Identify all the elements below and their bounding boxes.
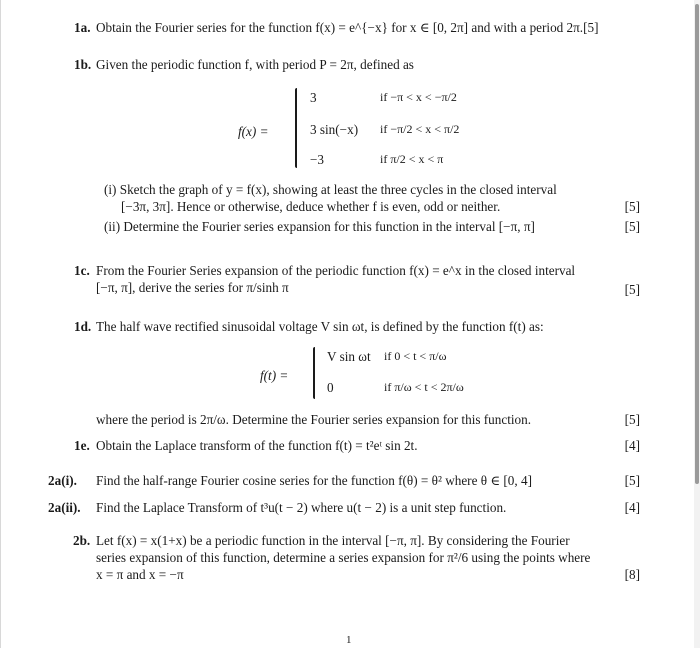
- q1b-part-ii: (ii) Determine the Fourier series expansion for this function in the interval [−π, π]: [104, 219, 535, 234]
- q1d-label: 1d.: [74, 319, 92, 334]
- vertical-scrollbar[interactable]: [694, 0, 700, 648]
- q1c-label: 1c.: [74, 263, 90, 278]
- q1b-case-value: 3: [310, 90, 317, 105]
- q1d-case-value: 0: [327, 380, 334, 395]
- q1c-line1: From the Fourier Series expansion of the periodic function f(x) = e^x in the closed interval: [96, 263, 576, 278]
- q1b-fn-lhs: f(x) =: [238, 124, 269, 139]
- q1e-text: Obtain the Laplace transform of the function f(t) = t²eᵗ sin 2t.: [96, 438, 418, 453]
- q1c-line2: [−π, π], derive the series for π/sinh π: [96, 280, 289, 295]
- q2b-mark: [8]: [624, 567, 640, 582]
- page-edge: [0, 0, 1, 648]
- q2ai-label: 2a(i).: [48, 473, 77, 488]
- q2b-line1: Let f(x) = x(1+x) be a periodic function in the interval [−π, π]. By considering the Fourier: [96, 533, 570, 548]
- q1d-brace: [313, 347, 315, 399]
- q2ai-text: Find the half-range Fourier cosine series for the function f(θ) = θ² where θ ∈ [0, 4]: [96, 473, 532, 488]
- q1b-case-value: 3 sin(−x): [310, 122, 359, 137]
- q1e-label: 1e.: [74, 438, 90, 453]
- q1b-case-cond: if −π < x < −π/2: [380, 90, 457, 104]
- scrollbar-thumb[interactable]: [695, 4, 699, 484]
- q1b-text: Given the periodic function f, with period P = 2π, defined as: [96, 57, 414, 72]
- q1d-mark: [5]: [624, 412, 640, 427]
- q1b-label: 1b.: [74, 57, 92, 72]
- q1b-brace: [295, 88, 297, 168]
- q1b-case-cond: if −π/2 < x < π/2: [380, 122, 460, 136]
- q1d-fn-lhs: f(t) =: [260, 368, 289, 383]
- q1d-text: The half wave rectified sinusoidal voltage V sin ωt, is defined by the function f(t) as:: [96, 319, 544, 334]
- q1b-case-cond: if π/2 < x < π: [380, 152, 444, 166]
- q1a-text: Obtain the Fourier series for the function f(x) = e^{−x} for x ∈ [0, 2π] and with a period 2π.[5]: [96, 20, 599, 35]
- q1e-mark: [4]: [624, 438, 640, 453]
- q1b-part-i-line1: (i) Sketch the graph of y = f(x), showing at least the three cycles in the closed interval: [104, 182, 557, 197]
- q2b-line2: series expansion of this function, determine a series expansion for π²/6 using the points where: [96, 550, 591, 565]
- q2ai-mark: [5]: [624, 473, 640, 488]
- q2aii-mark: [4]: [624, 500, 640, 515]
- q1b-part-ii-mark: [5]: [624, 219, 640, 234]
- q2aii-label: 2a(ii).: [48, 500, 81, 515]
- q1b-part-i-mark: [5]: [624, 199, 640, 214]
- q2b-line3: x = π and x = −π: [96, 567, 184, 582]
- q1d-case-cond: if 0 < t < π/ω: [384, 349, 447, 363]
- q1b-case-value: −3: [310, 152, 325, 167]
- q1d-period-line: where the period is 2π/ω. Determine the Fourier series expansion for this function.: [96, 412, 532, 427]
- q1c-mark: [5]: [624, 282, 640, 297]
- page-number: 1: [346, 634, 352, 646]
- q1b-part-i-line2: [−3π, 3π]. Hence or otherwise, deduce whether f is even, odd or neither.: [121, 199, 501, 214]
- q1d-case-cond: if π/ω < t < 2π/ω: [384, 380, 464, 394]
- q2aii-text: Find the Laplace Transform of t³u(t − 2) where u(t − 2) is a unit step function.: [96, 500, 507, 515]
- q2b-label: 2b.: [73, 533, 91, 548]
- q1a-label: 1a.: [74, 20, 91, 35]
- q1d-case-value: V sin ωt: [327, 349, 371, 364]
